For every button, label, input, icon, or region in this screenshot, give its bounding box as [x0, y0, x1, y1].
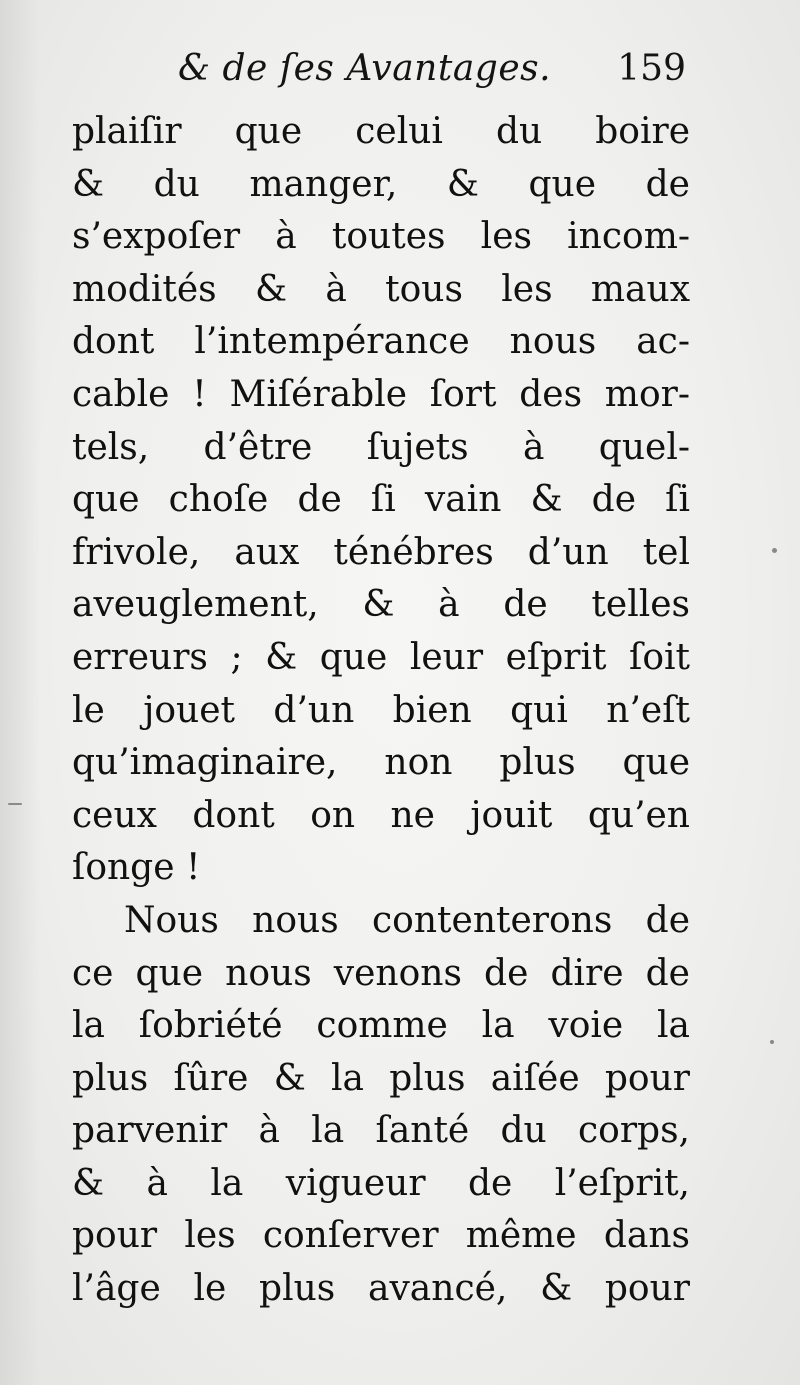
text-line: cable ! Miſérable ſort des mor-	[72, 373, 690, 415]
text-line: la ſobriété comme la voie la	[72, 1005, 690, 1047]
text-line: aveuglement, & à de telles	[72, 584, 690, 626]
body-text	[72, 106, 690, 1316]
text-line: tels, d’être ſujets à quel-	[72, 426, 690, 468]
text-line: qu’imaginaire, non plus que	[72, 742, 690, 784]
text-line: & à la vigueur de l’eſprit,	[72, 1162, 690, 1204]
paper-speck	[770, 1040, 774, 1044]
text-line: plus ſûre & la plus aiſée pour	[72, 1057, 690, 1099]
text-line-indented: Nous nous contenterons de	[124, 899, 690, 941]
text-line: parvenir à la ſanté du corps,	[72, 1110, 690, 1152]
text-line: s’expoſer à toutes les incom-	[72, 216, 690, 258]
text-line: le jouet d’un bien qui n’eſt	[72, 689, 690, 731]
page-number: 159	[617, 48, 686, 89]
text-line: dont l’intempérance nous ac-	[72, 321, 690, 363]
text-line: que choſe de ſi vain & de ſi	[72, 479, 690, 521]
paper-speck	[772, 548, 777, 553]
text-line: l’âge le plus avancé, & pour	[72, 1268, 690, 1310]
gutter-shadow	[0, 0, 40, 1385]
text-line: plaiſir que celui du boire	[72, 111, 690, 152]
text-line: ce que nous venons de dire de	[72, 952, 690, 994]
running-head	[160, 42, 690, 102]
running-title: & de ſes Avantages.	[178, 48, 552, 89]
text-line: ſonge !	[72, 847, 201, 889]
text-line: frivole, aux ténébres d’un tel	[72, 531, 690, 573]
text-line: ceux dont on ne jouit qu’en	[72, 794, 690, 836]
text-line: modités & à tous les maux	[72, 268, 690, 310]
paper-speck	[8, 803, 22, 805]
text-line: erreurs ; & que leur eſprit ſoit	[72, 636, 690, 678]
text-line: pour les conſerver même dans	[72, 1215, 690, 1257]
text-line: & du manger, & que de	[72, 163, 690, 205]
